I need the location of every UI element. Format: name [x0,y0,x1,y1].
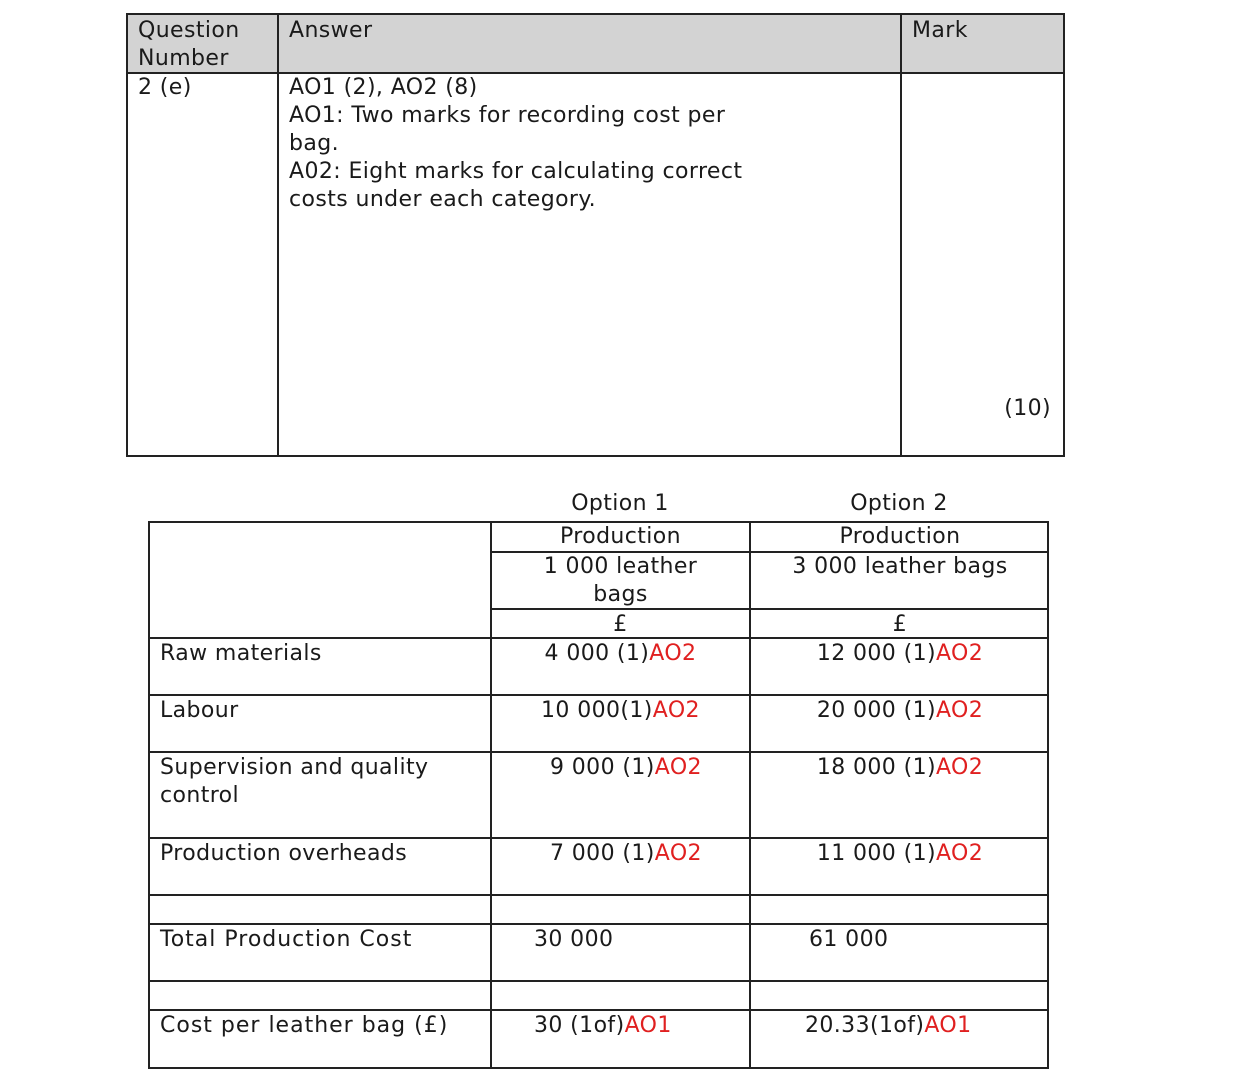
total-option2: 61 000 [809,927,889,952]
overheads-option1: 7 000 (1)AO2 [550,841,702,866]
mark-scheme-table [126,13,1065,457]
cost-per-bag-option2: 20.33(1of)AO1 [805,1013,972,1038]
raw-materials-option1: 4 000 (1)AO2 [544,641,697,666]
answer-text [289,74,889,214]
option1-title: Option 1 [571,491,669,516]
row-divider [150,751,1049,753]
question-number: 2 (e) [138,75,192,100]
row-divider [150,837,1049,839]
row-divider [150,923,1049,925]
ao-tag: AO2 [935,841,984,866]
answer-line: AO1: Two marks for recording cost per [289,103,726,128]
ao-tag: AO2 [935,698,984,723]
row-label-supervision: Supervision and quality control [160,755,429,808]
ao-tag: AO2 [935,755,984,780]
header-mark: Mark [912,18,968,43]
option2-production: Production [839,524,961,549]
ao-tag: AO2 [652,698,700,723]
mark-value: (10) [1004,396,1051,421]
option1-quantity: 1 000 leather bags [543,554,698,607]
cost-per-bag-option1: 30 (1of)AO1 [534,1013,672,1038]
option2-quantity: 3 000 leather bags [792,554,1008,579]
ao-tag: AO2 [935,641,984,666]
answer-line: AO1 (2), AO2 (8) [289,75,478,100]
answer-line: A02: Eight marks for calculating correct [289,159,743,184]
option2-currency: £ [892,612,908,637]
row-label-raw-materials: Raw materials [160,641,322,666]
ao-tag: AO1 [924,1013,972,1038]
row-label-labour: Labour [160,698,239,723]
row-label-cost-per-bag: Cost per leather bag (£) [160,1013,449,1038]
option1-production: Production [559,524,682,549]
supervision-option1: 9 000 (1)AO2 [550,755,702,780]
header-answer: Answer [289,18,373,43]
option1-currency: £ [613,612,628,637]
col-divider [277,15,279,455]
header-question-number: Question Number [138,18,240,71]
cost-table [148,521,1049,1069]
labour-option1: 10 000(1)AO2 [541,698,700,723]
ao-tag: AO1 [624,1013,672,1038]
col-divider [490,523,492,1069]
answer-line: costs under each category. [289,187,597,212]
supervision-option2: 18 000 (1)AO2 [816,755,984,780]
raw-materials-option2: 12 000 (1)AO2 [816,641,984,666]
labour-option2: 20 000 (1)AO2 [816,698,984,723]
option2-title: Option 2 [850,491,948,516]
total-option1: 30 000 [534,927,614,952]
col-divider [749,523,751,1069]
ao-tag: AO2 [649,641,697,666]
row-divider [150,1009,1049,1011]
overheads-option2: 11 000 (1)AO2 [816,841,984,866]
ao-tag: AO2 [654,841,702,866]
answer-line: bag. [289,131,340,156]
row-label-overheads: Production overheads [160,841,408,866]
col-divider [900,15,902,455]
row-divider [150,980,1049,982]
ao-tag: AO2 [654,755,702,780]
row-divider [150,894,1049,896]
row-divider [150,694,1049,696]
row-label-total: Total Production Cost [160,927,413,952]
